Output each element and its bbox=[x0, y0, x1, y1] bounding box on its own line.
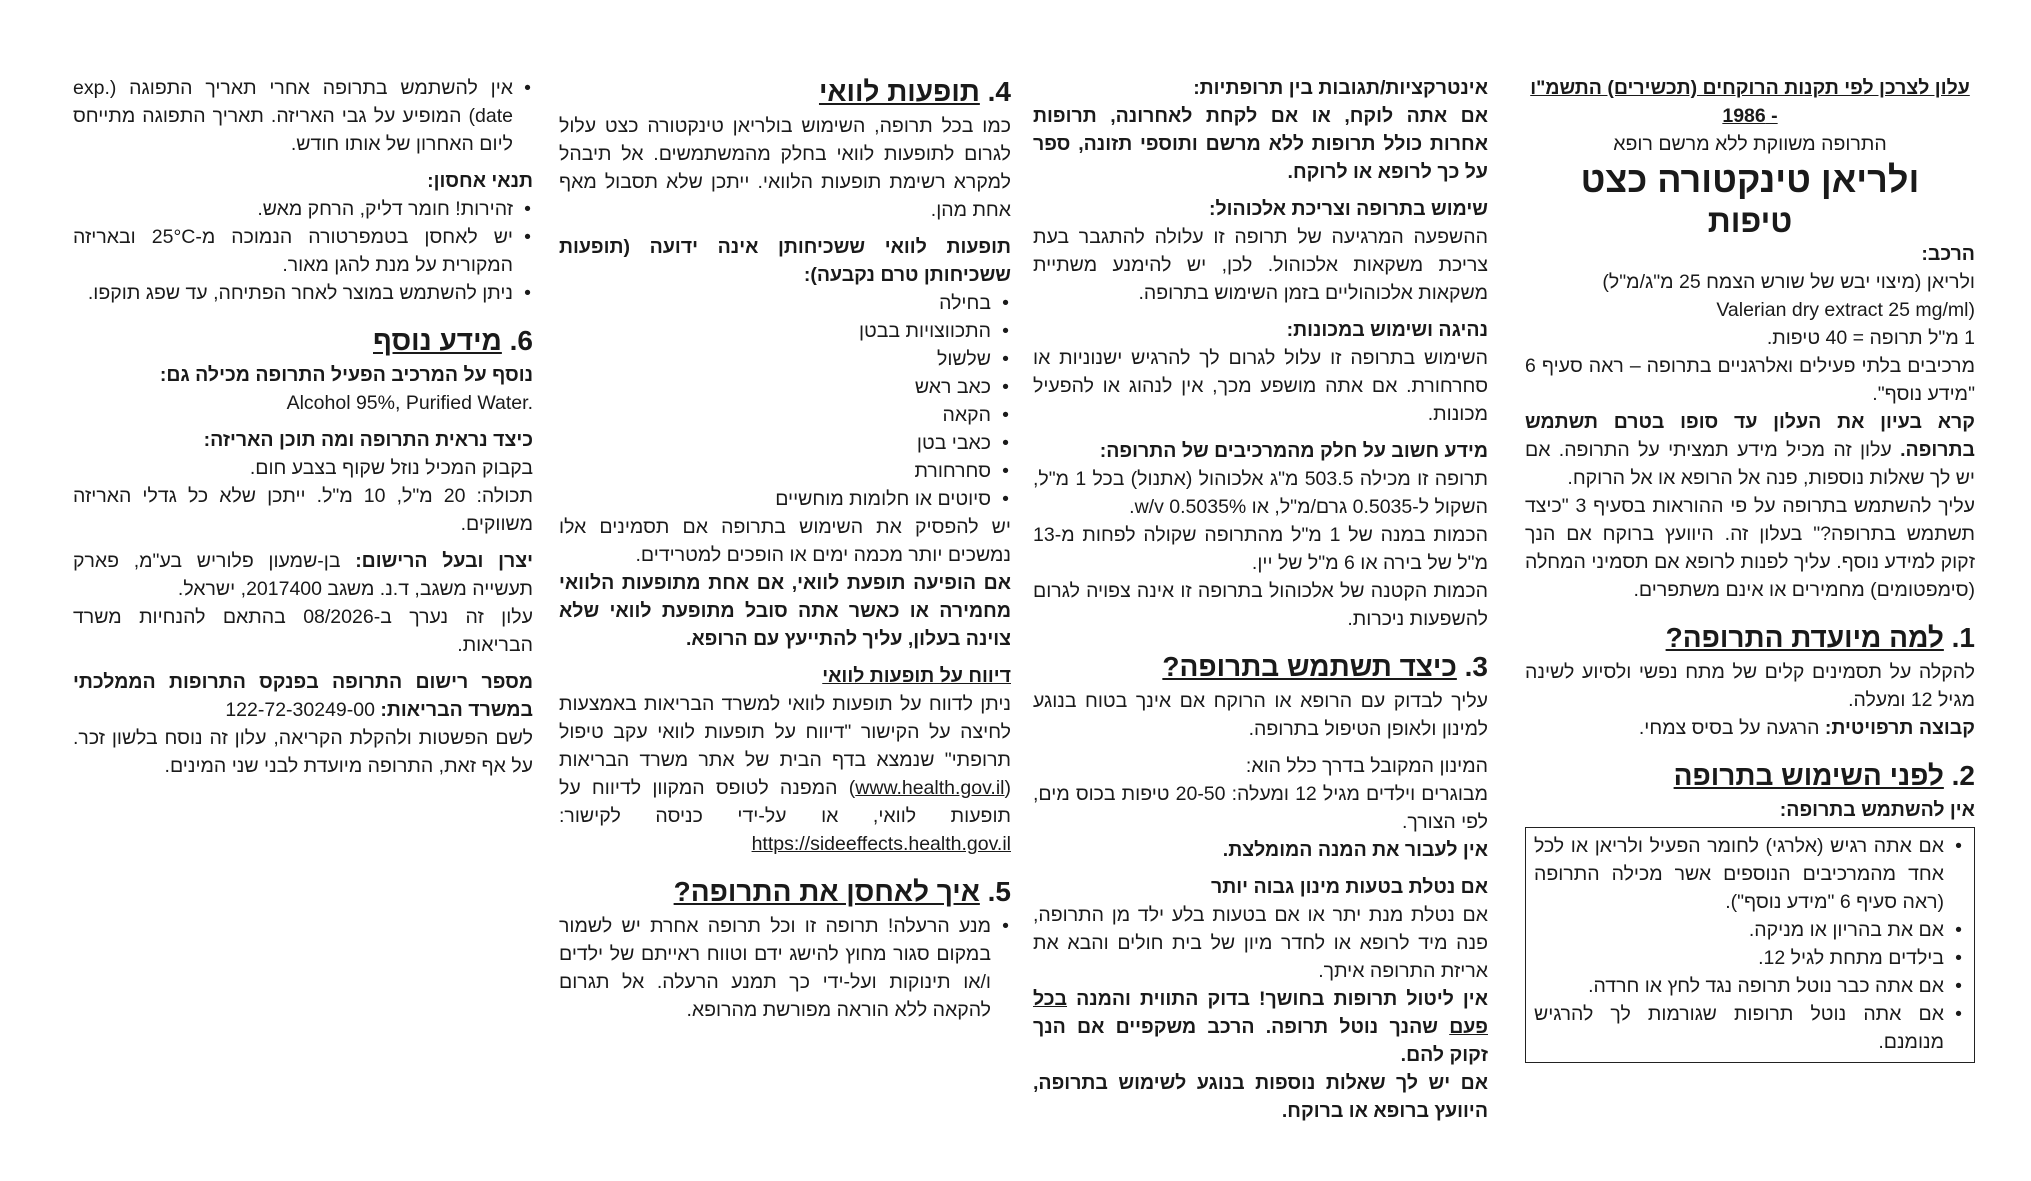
manufacturer-info: יצרן ובעל הרישום: בן-שמעון פלוריש בע"מ, פארק תעשייה משגב, ד.נ. משגב 2017400, ישראל. bbox=[73, 550, 533, 600]
unknown-frequency-label: תופעות לוואי ששכיחותן אינה ידועה (תופעות ששכיחותן טרם נקבעה): bbox=[559, 236, 1011, 286]
read-leaflet-paragraph: קרא בעיון את העלון עד סופו בטרם תשתמש בתרופה. עלון זה מכיל מידע תמציתי על התרופה. אם יש לך שאלות נוספות, פנה אל הרופא או אל הרוקח. bbox=[1525, 411, 1975, 489]
health-ministry-link[interactable]: www.health.gov.il bbox=[855, 777, 1005, 799]
list-item: • אין להשתמש בתרופה אחרי תאריך התפוגה (exp. date) המופיע על גבי האריזה. תאריך התפוגה מתייחס ליום האחרון של אותו חודש. bbox=[73, 74, 533, 158]
interactions-text: אם אתה לוקח, או אם לקחת לאחרונה, תרופות אחרות כולל תרופות ללא מרשם ותוספי תזונה, ספר על כך לרופא או לרוקח. bbox=[1033, 105, 1488, 183]
reporting-text: ניתן לדווח על תופעות לוואי למשרד הבריאות באמצעות לחיצה על הקישור "דיווח על תופעות לוואי עקב טיפול תרופתי" שנמצא בדף הבית של אתר משרד הבריאות (www.health.gov.il) המפנה לטופס המקוון לדיווח על תופעות לוואי, או על-ידי כניסה לקישור: https://sideeffects.health.gov.il bbox=[559, 693, 1011, 855]
alcohol-label: שימוש בתרופה וצריכת אלכוהול: bbox=[1209, 198, 1488, 220]
overdose-text: אם נטלת מנת יתר או אם בטעות בלע ילד מן התרופה, פנה מיד לרופא או לחדר מיון של בית חולים והבא את אריזת התרופה איתך. bbox=[1033, 904, 1488, 982]
column-4 bbox=[73, 74, 533, 780]
list-item: • אם אתה רגיש (אלרגי) לחומר הפעיל ולריאן או לכל אחד מהמרכיבים הנוספים אשר מכילה התרופה (ראה סעיף 6 "מידע נוסף"). bbox=[1534, 832, 1964, 916]
list-item: • כאב ראש bbox=[559, 373, 1011, 401]
list-item: • שלשול bbox=[559, 345, 1011, 373]
section-5-heading: 5. איך לאחסן את התרופה? bbox=[673, 876, 1011, 907]
driving-label: נהיגה ושימוש במכונות: bbox=[1286, 319, 1488, 341]
column-3 bbox=[559, 74, 1011, 1024]
section-4-heading: 4. תופעות לוואי bbox=[818, 76, 1011, 107]
reporting-label: דיווח על תופעות לוואי bbox=[822, 665, 1011, 687]
alcohol-content-text: תרופה זו מכילה 503.5 מ"ג אלכוהול (אתנול) בכל 1 מ"ל, השקול ל-0.5035 גרם/מ"ל, או 0.5035% w/v. bbox=[1033, 468, 1488, 518]
therapeutic-group: קבוצה תרפויטית: הרגעה על בסיס צמחי. bbox=[1638, 717, 1975, 739]
list-item: • הקאה bbox=[559, 401, 1011, 429]
side-effects-link[interactable]: https://sideeffects.health.gov.il bbox=[751, 833, 1011, 855]
list-item: • בילדים מתחת לגיל 12. bbox=[1534, 944, 1964, 972]
darkness-warning: אין ליטול תרופות בחושך! בדוק התווית והמנה בכל פעם שהנך נוטל תרופה. הרכב משקפיים אם הנך זקוק להם. bbox=[1033, 988, 1488, 1066]
overdose-label: אם נטלת בטעות מינון גבוה יותר bbox=[1211, 876, 1488, 898]
list-item: • יש לאחסן בטמפרטורה הנמוכה מ-25°C ובאריזה המקורית על מנת להגן מאור. bbox=[73, 223, 533, 279]
stop-use-text: יש להפסיק את השימוש בתרופה אם תסמינים אלו נמשכים יותר מכמה ימים או הופכים למטרידים. bbox=[559, 516, 1011, 566]
interactions-label: אינטרקציות/תגובות בין תרופתיות: bbox=[1193, 77, 1488, 99]
side-effects-list bbox=[559, 289, 1011, 513]
contraindications-list bbox=[1534, 832, 1964, 1056]
list-item: • ניתן להשתמש במוצר לאחר הפתיחה, עד שפג תוקפו. bbox=[73, 279, 533, 307]
composition-line-2: Valerian dry extract 25 mg/ml) bbox=[1716, 299, 1975, 321]
storage-conditions-list bbox=[73, 195, 533, 307]
appearance-label: כיצד נראית התרופה ומה תוכן האריזה: bbox=[203, 429, 533, 451]
list-item: • זהירות! חומר דליק, הרחק מאש. bbox=[73, 195, 533, 223]
side-effects-intro: כמו בכל תרופה, השימוש בולריאן טינקטורה כצט עלול לגרום לתופעות לוואי בחלק מהמשתמשים. אל תיבהל למקרא רשימת תופעות הלוואי. ייתכן שלא תסבול מאף אחת מהן. bbox=[559, 115, 1011, 221]
excipients-label: נוסף על המרכיב הפעיל התרופה מכילה גם: bbox=[159, 364, 533, 386]
storage-conditions-label: תנאי אחסון: bbox=[427, 170, 533, 192]
registration-number: מספר רישום התרופה בפנקס התרופות הממלכתי במשרד הבריאות: 122-72-30249-00 bbox=[73, 671, 533, 721]
regulation-notice: עלון לצרכן לפי תקנות הרוקחים (תכשירים) התשמ"ו - 1986 bbox=[1530, 77, 1970, 127]
section-3-heading: 3. כיצד תשתמש בתרופה? bbox=[1162, 651, 1488, 682]
dose-text: מבוגרים וילדים מגיל 12 ומעלה: 20-50 טיפות בכוס מים, לפי הצורך. bbox=[1033, 783, 1488, 833]
list-item: • סיוטים או חלומות מוחשיים bbox=[559, 485, 1011, 513]
more-questions-note: אם יש לך שאלות נוספות בנוגע לשימוש בתרופה, היוועץ ברופא או ברוקח. bbox=[1033, 1072, 1488, 1122]
contraindications-box bbox=[1525, 827, 1975, 1063]
revision-note: עלון זה נערך ב-08/2026 בהתאם להנחיות משרד הבריאות. bbox=[73, 606, 533, 656]
excipients-list: Alcohol 95%, Purified Water. bbox=[286, 392, 533, 414]
list-item: • אם את בהריון או מניקה. bbox=[1534, 916, 1964, 944]
alcohol-effect-text: הכמות הקטנה של אלכוהול בתרופה זו אינה צפויה לגרום להשפעות ניכרות. bbox=[1033, 580, 1488, 630]
list-item: • התכווצויות בבטן bbox=[559, 317, 1011, 345]
list-item: • אם אתה כבר נוטל תרופה נגד לחץ או חרדה. bbox=[1534, 972, 1964, 1000]
column-2 bbox=[1033, 74, 1488, 1125]
product-name: ולריאן טינקטורה כצט bbox=[1580, 159, 1920, 200]
inactive-ingredients-note: מרכיבים בלתי פעילים ואלרגניים בתרופה – ראה סעיף 6 "מידע נוסף". bbox=[1525, 355, 1975, 405]
appearance-text: בקבוק המכיל נוזל שקוף בצבע חום. bbox=[249, 457, 533, 479]
indication-text: להקלה על תסמינים קלים של מתח נפשי ולסיוע לשינה מגיל 12 ומעלה. bbox=[1525, 661, 1975, 711]
alcohol-text: ההשפעה המרגיעה של תרופה זו עלולה להתגבר בעת צריכת משקאות אלכוהול. לכן, יש להימנע משתיית משקאות אלכוהוליים בזמן השימוש בתרופה. bbox=[1033, 226, 1488, 304]
no-exceed-warning: אין לעבור את המנה המומלצת. bbox=[1222, 839, 1488, 861]
otc-note: התרופה משווקת ללא מרשם רופא bbox=[1613, 133, 1887, 155]
excipient-info-label: מידע חשוב על חלק מהמרכיבים של התרופה: bbox=[1099, 440, 1488, 462]
package-contents-text: תכולה: 20 מ"ל, 10 מ"ל. ייתכן שלא כל גדלי האריזה משווקים. bbox=[73, 485, 533, 535]
consult-doctor-text: אם הופיעה תופעת לוואי, אם אחת מתופעות הלוואי מחמירה או כאשר אתה סובל מתופעת לוואי שלא צוינה בעלון, עליך להתייעץ עם הרופא. bbox=[559, 572, 1011, 650]
section-2-heading: 2. לפני השימוש בתרופה bbox=[1673, 760, 1975, 791]
gender-note: לשם הפשטות ולהקלת הקריאה, עלון זה נוסח בלשון זכר. על אף זאת, התרופה מיועדת לבני שני המינים. bbox=[73, 727, 533, 777]
dose-intro: המינון המקובל בדרך כלל הוא: bbox=[1245, 755, 1488, 777]
composition-line-3: 1 מ"ל תרופה = 40 טיפות. bbox=[1766, 327, 1975, 349]
composition-line-1: ולריאן (מיצוי יבש של שורש הצמח 25 מ"ג/מ"ל) bbox=[1602, 271, 1975, 293]
usage-instructions-paragraph: עליך להשתמש בתרופה על פי ההוראות בסעיף 3 "כיצד תשתמש בתרופה?" בעלון זה. היוועץ ברוקח אם הנך זקוק למידע נוסף. עליך לפנות לרופא אם תסמיני המחלה (סימפטומים) מחמירים או אינם משתפרים. bbox=[1525, 495, 1976, 601]
dosage-check-text: עליך לבדוק עם הרופא או הרוקח אם אינך בטוח בנוגע למינון ולאופן הטיפול בתרופה. bbox=[1033, 690, 1488, 740]
alcohol-equivalent-text: הכמות במנה של 1 מ"ל מהתרופה שקולה לפחות מ-13 מ"ל של בירה או 6 מ"ל של יין. bbox=[1033, 524, 1488, 574]
list-item: • כאבי בטן bbox=[559, 429, 1011, 457]
section-1-heading: 1. למה מיועדת התרופה? bbox=[1665, 622, 1975, 653]
composition-label: הרכב: bbox=[1921, 243, 1975, 265]
section-6-heading: 6. מידע נוסף bbox=[373, 325, 533, 356]
driving-text: השימוש בתרופה זו עלול לגרום לך להרגיש ישנוניות או סחרחורת. אם אתה מושפע מכך, אין לנהוג או להפעיל מכונות. bbox=[1033, 347, 1488, 425]
contraindications-label: אין להשתמש בתרופה: bbox=[1779, 799, 1975, 821]
list-item: • מנע הרעלה! תרופה זו וכל תרופה אחרת יש לשמור במקום סגור מחוץ להישג ידם וטווח ראייתם של ילדים ו/או תינוקות ועל-ידי כך תמנע הרעלה. אל תגרום להקאה ללא הוראה מפורשת מהרופא. bbox=[559, 912, 1011, 1024]
list-item: • בחילה bbox=[559, 289, 1011, 317]
list-item: • סחרחורת bbox=[559, 457, 1011, 485]
storage-warning-list bbox=[559, 912, 1011, 1024]
product-form: טיפות bbox=[1707, 203, 1793, 239]
list-item: • אם אתה נוטל תרופות שגורמות לך להרגיש מנומנם. bbox=[1534, 1000, 1964, 1056]
column-1 bbox=[1525, 74, 1975, 1063]
expiry-list bbox=[73, 74, 533, 158]
